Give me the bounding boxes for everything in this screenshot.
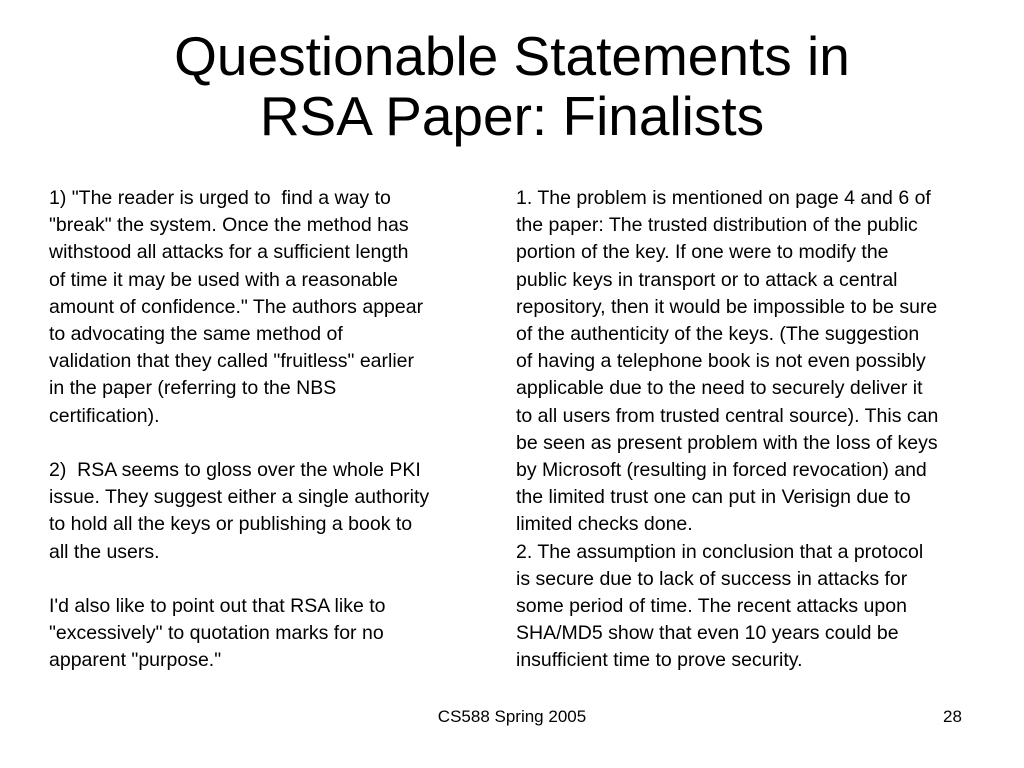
text-line: be seen as present problem with the loss of keys <box>516 431 938 454</box>
text-line: portion of the key. If one were to modify the <box>516 241 889 264</box>
left-column <box>49 185 499 675</box>
text-line: "break" the system. Once the method has <box>49 214 409 237</box>
text-line: 2) RSA seems to gloss over the whole PKI <box>49 459 421 482</box>
text-line: amount of confidence." The authors appear <box>49 295 424 318</box>
text-line: 1. The problem is mentioned on page 4 and 6 of <box>516 187 931 209</box>
text-line: is secure due to lack of success in attacks for <box>516 567 908 590</box>
slide-title-line-1: Questionable Statements in <box>174 25 850 87</box>
text-line: limited checks done. <box>516 513 693 536</box>
text-line: the paper: The trusted distribution of the public <box>516 214 918 237</box>
text-line: issue. They suggest either a single authority <box>49 486 430 509</box>
text-line: some period of time. The recent attacks upon <box>516 595 907 618</box>
right-column <box>516 185 1012 675</box>
text-line: repository, then it would be impossible to be sure <box>516 295 938 318</box>
text-line: by Microsoft (resulting in forced revocation) and <box>516 459 927 482</box>
text-line: in the paper (referring to the NBS <box>49 377 337 400</box>
text-line: to advocating the same method of <box>49 323 343 346</box>
text-line: SHA/MD5 show that even 10 years could be <box>516 622 899 645</box>
text-line: to all users from trusted central source). This can <box>516 404 939 427</box>
text-line: applicable due to the need to securely deliver it <box>516 377 923 400</box>
slide-title-line-2: RSA Paper: Finalists <box>259 85 765 147</box>
text-line: public keys in transport or to attack a central <box>516 268 898 291</box>
text-line: of having a telephone book is not even possibly <box>516 350 926 373</box>
text-line: 1) "The reader is urged to find a way to <box>49 187 391 209</box>
footer-page-number: 28 <box>943 707 962 726</box>
text-line: "excessively" to quotation marks for no <box>49 622 384 645</box>
text-line: I'd also like to point out that RSA like to <box>49 595 386 618</box>
paragraph-gap <box>49 430 499 457</box>
left-paragraph-1 <box>49 185 499 430</box>
text-line: to hold all the keys or publishing a book to <box>49 513 413 536</box>
right-paragraph-2 <box>516 539 1012 675</box>
paragraph-gap <box>49 566 499 593</box>
right-paragraph-1 <box>516 185 1012 539</box>
text-line: of the authenticity of the keys. (The suggestion <box>516 323 920 346</box>
text-line: certification). <box>49 404 160 427</box>
left-paragraph-3 <box>49 593 499 675</box>
text-line: the limited trust one can put in Verisign due to <box>516 486 911 509</box>
text-line: 2. The assumption in conclusion that a protocol <box>516 540 924 563</box>
text-line: insufficient time to prove security. <box>516 649 803 672</box>
footer-course: CS588 Spring 2005 <box>437 707 587 726</box>
text-line: withstood all attacks for a sufficient length <box>49 241 409 264</box>
left-paragraph-2 <box>49 457 499 566</box>
text-line: of time it may be used with a reasonable <box>49 268 399 291</box>
text-line: validation that they called "fruitless" earlier <box>49 350 415 373</box>
slide-title <box>0 26 1024 146</box>
text-line: apparent "purpose." <box>49 649 222 672</box>
text-line: all the users. <box>49 540 160 563</box>
